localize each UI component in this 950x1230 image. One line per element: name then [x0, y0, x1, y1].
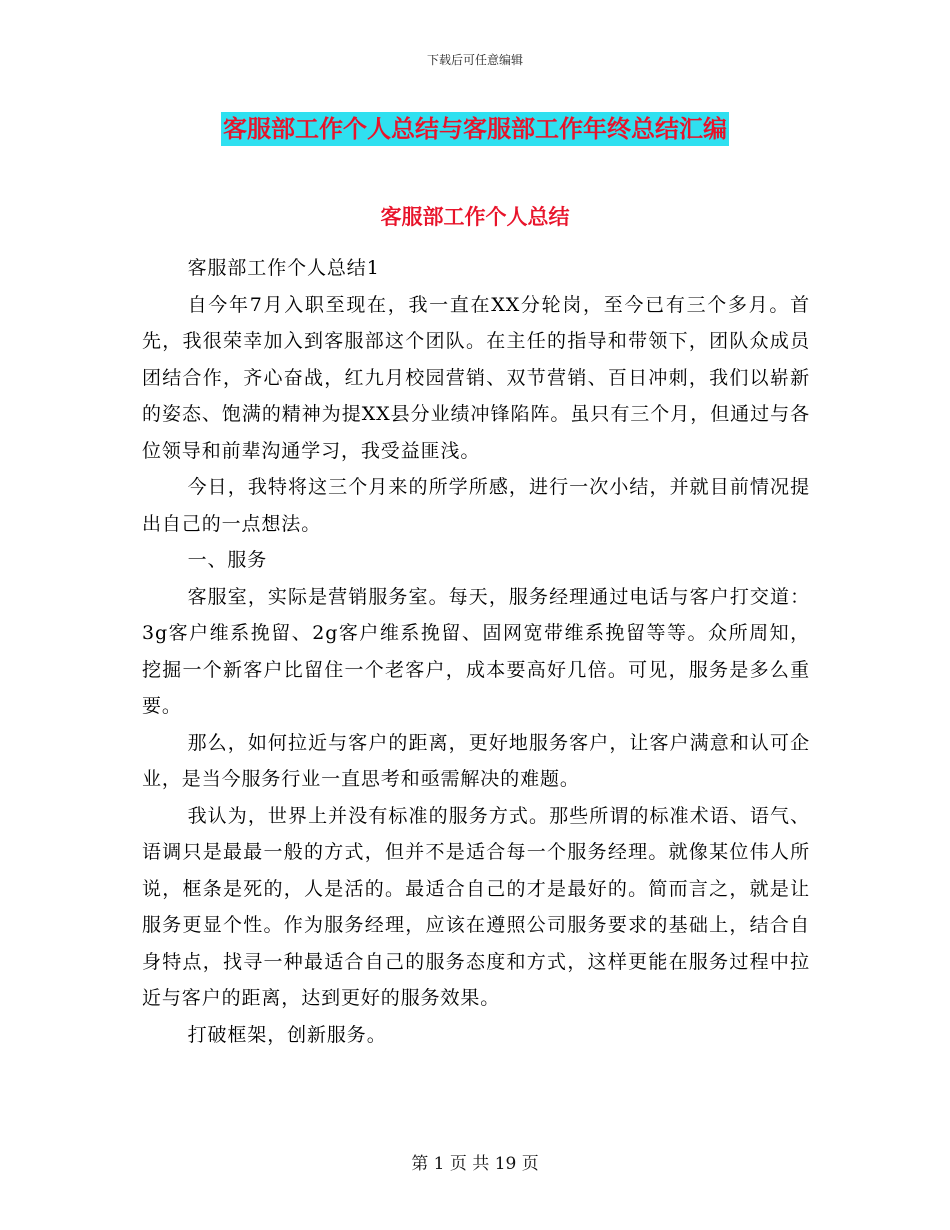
- paragraph: 客服部工作个人总结1: [187, 257, 380, 279]
- paragraph: 那么，如何拉近与客户的距离，更好地服务客户，让客户满意和认可企业，是当今服务行业一直思考和亟需解决的难题。: [142, 731, 810, 790]
- paragraph: 打破框架，创新服务。: [187, 1023, 387, 1046]
- page-number-footer: 第 1 页 共 19 页: [411, 1154, 539, 1174]
- document-body: [142, 250, 810, 1053]
- section-title: 客服部工作个人总结: [380, 205, 570, 229]
- document-title: 客服部工作个人总结与客服部工作年终总结汇编: [221, 112, 729, 146]
- paragraph: 一、服务: [187, 549, 268, 571]
- page-header-note: 下载后可任意编辑: [426, 53, 523, 67]
- paragraph: 自今年7月入职至现在，我一直在XX分轮岗，至今已有三个多月。首先，我很荣幸加入到客服部这个团队。在主任的指导和带领下，团队众成员团结合作，齐心奋战，红九月校园营销、双节营销、百日冲刺，我们以崭新的姿态、饱满的精神为提XX县分业绩冲锋陷阵。虽只有三个月，但通过与各位领导和前辈沟通学习，我受益匪浅。: [142, 293, 810, 462]
- paragraph: 客服室，实际是营销服务室。每天，服务经理通过电话与客户打交道：3g客户维系挽留、2g客户维系挽留、固网宽带维系挽留等等。众所周知，挖掘一个新客户比留住一个老客户，成本要高好几倍。可见，服务是多么重要。: [142, 585, 810, 717]
- paragraph: 我认为，世界上并没有标准的服务方式。那些所谓的标准术语、语气、语调只是最最一般的方式，但并不是适合每一个服务经理。就像某位伟人所说，框条是死的，人是活的。最适合自己的才是最好的。简而言之，就是让服务更显个性。作为服务经理，应该在遵照公司服务要求的基础上，结合自身特点，找寻一种最适合自己的服务态度和方式，这样更能在服务过程中拉近与客户的距离，达到更好的服务效果。: [142, 804, 810, 1009]
- document-title-wrapper: [0, 112, 950, 146]
- paragraph: 今日，我特将这三个月来的所学所感，进行一次小结，并就目前情况提出自己的一点想法。: [142, 476, 810, 535]
